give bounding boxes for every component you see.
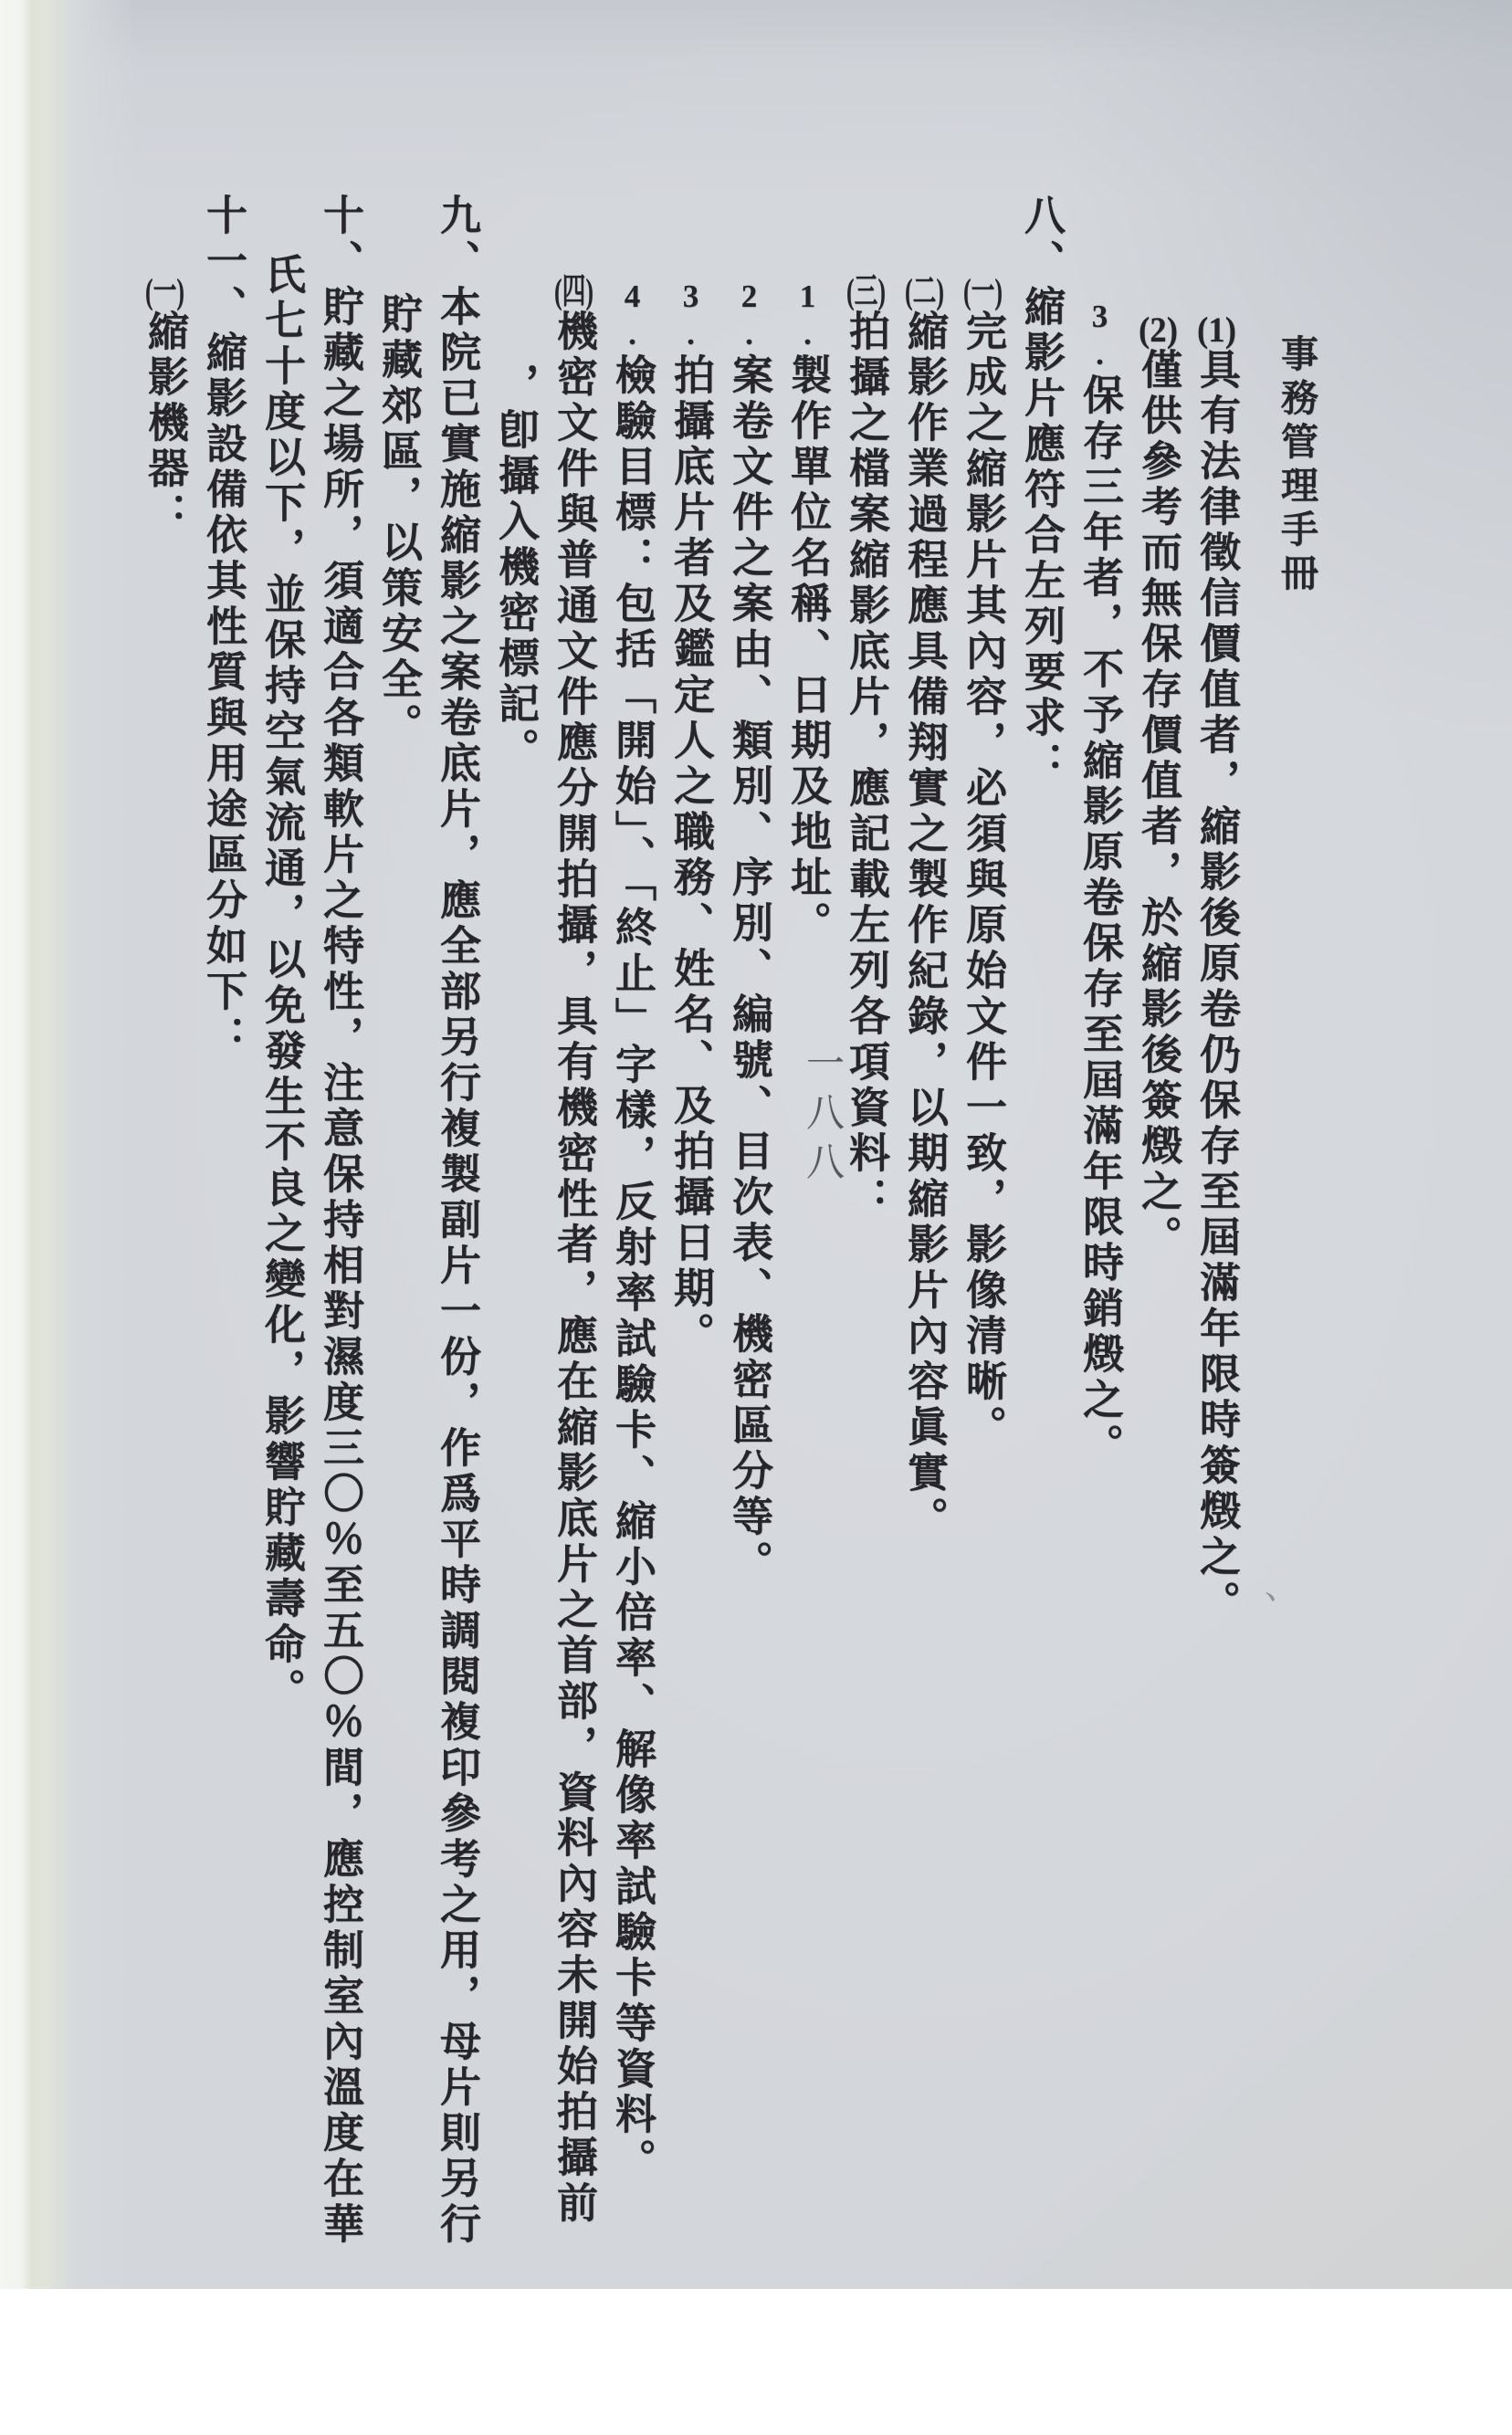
text-column [194, 194, 252, 2357]
item-text: 貯藏之場所，須適合各類軟片之特性，注意保持相對濕度三〇％至五〇％間，應控制室內溫度在華 [317, 285, 362, 2248]
item-label: (一) [963, 274, 1003, 310]
text-column [895, 194, 953, 2346]
item-text: 保存三年者，不予縮影原卷保存至屆滿年限時銷燬之。 [1076, 373, 1122, 1469]
item-text: 僅供參考而無保存價值者，於縮影後簽燬之。 [1135, 348, 1181, 1261]
item-label: (四) [554, 274, 593, 310]
text-column [427, 194, 486, 2357]
item-label: (一) [145, 274, 184, 310]
item-text: 本院已實施縮影之案卷底片，應全部另行複製副片一份，作爲平時調閱複印參考之用，母片則另行 [434, 285, 479, 2248]
item-text: 製作單位名稱、日期及地址。 [784, 353, 830, 947]
text-column [1187, 194, 1245, 2385]
item-text: 氏七十度以下，並保持空氣流通，以免發生不良之變化，影響貯藏壽命。 [258, 253, 304, 1714]
text-column [1012, 194, 1070, 2357]
item-label: 十一、 [200, 194, 246, 331]
item-text: 案卷文件之案由、類別、序別、編號、目次表、機密區分等。 [726, 353, 772, 1586]
text-column [719, 194, 778, 2351]
text-column [252, 194, 310, 2325]
text-column [486, 194, 544, 2435]
item-text: 貯藏郊區，以策安全。 [375, 292, 421, 749]
item-text: 完成之縮影片其內容，必須與原始文件一致，影像清晰。 [960, 310, 1005, 1451]
page-number: 一八八 [801, 1043, 843, 1191]
item-label: 十、 [317, 194, 362, 285]
book-title: 事務管理手冊 [1276, 334, 1318, 597]
text-column [953, 194, 1012, 2346]
item-text: 縮影機器： [142, 310, 187, 538]
text-column [836, 194, 895, 2346]
item-label: 4. [614, 278, 650, 353]
text-block [135, 194, 1245, 2266]
item-text: 縮影片應符合左列要求： [1018, 285, 1064, 787]
item-text: 拍攝之檔案縮影底片，應記載左列各項資料： [843, 310, 888, 1223]
item-label: 八、 [1018, 194, 1064, 285]
item-text: ，卽攝入機密標記。 [492, 362, 538, 773]
item-label: 九、 [434, 194, 479, 285]
item-text: 檢驗目標：包括「開始」、「終止」字樣，反射率試驗卡、縮小倍率、解像率試驗卡等資料。 [609, 353, 655, 2184]
item-label: (2) [1139, 312, 1178, 348]
text-column [135, 194, 194, 2346]
item-label: (三) [846, 274, 886, 310]
text-column [778, 194, 836, 2351]
item-label: 3. [1082, 299, 1118, 373]
item-text: 機密文件與普通文件應分開拍攝，具有機密性者，應在縮影底片之首部，資料內容未開始拍攝前 [551, 310, 596, 2227]
item-text: 縮影作業過程應具備翔實之製作紀錄，以期縮影片內容眞實。 [901, 310, 947, 1542]
text-column [1129, 194, 1187, 2385]
item-text: 縮影設備依其性質與用途區分如下： [200, 331, 246, 1061]
text-column [603, 194, 661, 2351]
item-label: 2. [731, 278, 767, 353]
text-column [369, 194, 427, 2365]
item-label: (1) [1197, 312, 1236, 348]
text-column [544, 194, 603, 2346]
text-column [661, 194, 719, 2351]
print-artifact-mark: 、 [1236, 1590, 1277, 1627]
text-column [310, 194, 369, 2357]
text-column [1070, 194, 1129, 2371]
item-text: 拍攝底片者及鑑定人之職務、姓名、及拍攝日期。 [667, 353, 713, 1358]
item-label: (二) [905, 274, 944, 310]
item-text: 具有法律徵信價值者，縮影後原卷仍保存至屆滿年限時簽燬之。 [1193, 348, 1239, 1626]
item-label: 3. [673, 278, 709, 353]
item-label: 1. [790, 278, 825, 353]
